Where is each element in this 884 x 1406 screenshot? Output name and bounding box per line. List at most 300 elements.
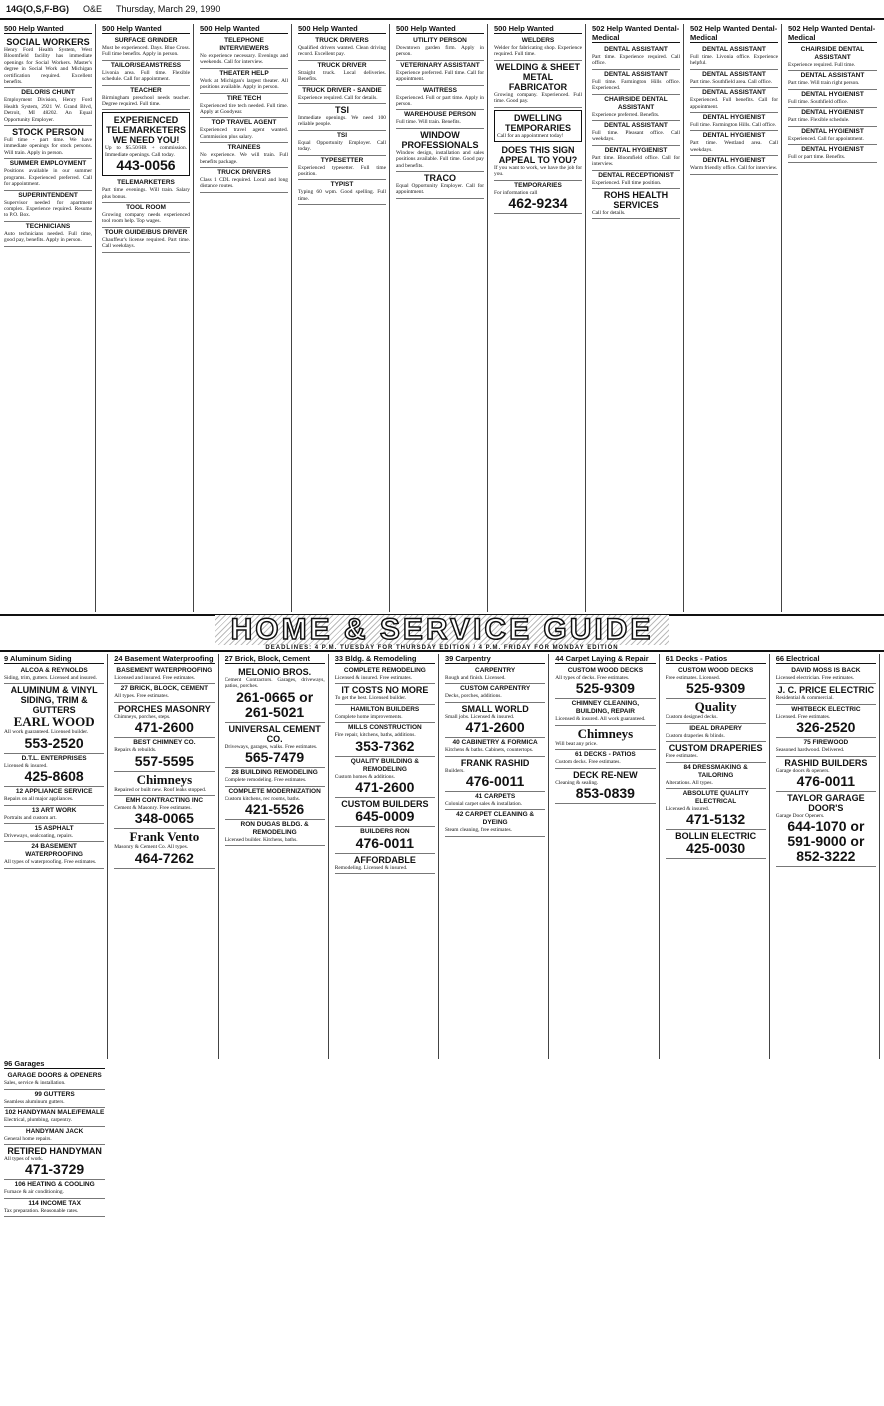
classified-ad <box>788 90 877 108</box>
ad-title: 114 INCOME TAX <box>28 1199 81 1207</box>
classified-ad <box>335 757 435 798</box>
ad-phone: 565-7479 <box>245 749 305 766</box>
ad-title: DECK RE-NEW <box>573 769 638 780</box>
ad-phone: 853-0839 <box>575 785 635 802</box>
ad-phone: 471-2600 <box>465 719 525 736</box>
ad-body: Experienced. Full time position. <box>592 179 662 186</box>
classified-ad <box>592 121 680 146</box>
classified-column <box>114 654 218 1059</box>
classified-ad <box>225 666 325 723</box>
column-heading: 500 Help Wanted <box>102 24 190 34</box>
classified-ad <box>335 684 435 704</box>
ad-body: Downtown garden firm. Apply in person. <box>396 45 484 58</box>
ad-title: DENTAL HYGIENIST <box>702 132 766 140</box>
ad-title: WELDERS <box>521 37 555 44</box>
ad-body: Birmingham preschool needs teacher. Degree required. Full time. <box>102 94 190 108</box>
ad-title: BEST CHIMNEY CO. <box>133 739 196 747</box>
ad-body: Experience required. Call for details. <box>298 94 378 101</box>
ad-body: Experienced travel agent wanted. Commission plus salary. <box>200 127 288 140</box>
classified-ad <box>445 792 545 810</box>
ad-title: AFFORDABLE <box>353 855 416 866</box>
ad-body: Custom designed decks. <box>665 714 718 721</box>
ad-title: DENTAL ASSISTANT <box>702 46 766 53</box>
classified-ad <box>298 61 386 86</box>
ad-title: DENTAL HYGIENIST <box>604 146 668 154</box>
ad-body: Residential & commercial. <box>775 695 834 702</box>
ad-body: General home repairs. <box>4 1135 52 1142</box>
classified-ad <box>690 131 778 156</box>
ad-title: 13 ART WORK <box>31 806 77 814</box>
classified-ad <box>114 829 214 868</box>
ad-body: Cement Contractors. Garages, driveways, patios, porches. <box>224 677 325 690</box>
classified-ad <box>666 789 766 830</box>
column-heading: 27 Brick, Block, Cement <box>225 654 325 664</box>
classified-ad <box>102 112 190 176</box>
ad-body: To get the best. Licensed builder. <box>334 695 407 702</box>
ad-title: TRUCK DRIVER <box>317 61 367 69</box>
ad-body: No experience. We will train. Full benefits package. <box>200 152 288 165</box>
ad-title: DENTAL HYGIENIST <box>801 109 864 117</box>
classified-ad <box>555 726 655 750</box>
ad-body: Custom kitchens, rec rooms, baths. <box>224 795 301 802</box>
classified-column <box>335 654 439 1059</box>
ad-body: Livonia area. Full time. Flexible schedule. Call for appointment. <box>102 69 190 83</box>
classified-ad <box>666 666 766 699</box>
ad-phone: 471-3729 <box>25 1161 85 1178</box>
ad-body: Custom decks. Free estimates. <box>555 759 621 766</box>
ad-phone: 525-9309 <box>686 680 746 697</box>
ad-phone: 553-2520 <box>24 734 84 751</box>
ad-body: Up to $5.50/HR + commission. Immediate openings. Call today. <box>105 145 187 158</box>
ad-title: HAMILTON BUILDERS <box>350 705 420 713</box>
classified-ad <box>690 156 778 174</box>
classified-ad <box>494 61 582 108</box>
classified-ad <box>494 144 582 181</box>
ad-title: CUSTOM CARPENTRY <box>460 685 531 693</box>
ad-body: Straight truck. Local deliveries. Benefits. <box>298 69 386 83</box>
ad-title: TECHNICIANS <box>25 222 71 230</box>
ad-body: Complete home improvements. <box>334 713 403 720</box>
classified-ad <box>776 684 876 704</box>
ad-body: All types. Free estimates. <box>114 693 169 700</box>
classified-ad <box>102 36 190 61</box>
ad-body: Full time. Farmington Hills. Call office. <box>690 122 777 129</box>
ad-title: ABSOLUTE QUALITY ELECTRICAL <box>682 790 749 806</box>
classified-ad <box>335 854 435 874</box>
classified-column <box>102 24 194 612</box>
ad-title: TELEPHONE INTERVIEWERS <box>219 37 269 52</box>
ad-phone: 644-1070 or 591-9000 or 852-3222 <box>787 818 865 865</box>
ad-body: Licensed electrician. Free estimates. <box>775 675 855 681</box>
ad-title: EXPERIENCED TELEMARKETERS WE NEED YOU! <box>105 115 186 146</box>
ad-body: Full or part time. Benefits. <box>788 154 846 161</box>
classified-column <box>298 24 390 612</box>
ad-body: Warm friendly office. Call for interview. <box>690 165 778 172</box>
classified-ad <box>690 45 778 70</box>
classified-ad <box>4 1199 105 1217</box>
ad-body: Fire repair, kitchens, baths, additions. <box>334 732 416 739</box>
classified-ad <box>4 666 104 684</box>
ad-body: Part time. Flexible schedule. <box>788 117 850 124</box>
ad-phone: 348-0065 <box>134 810 194 827</box>
column-heading: 39 Carpentry <box>445 654 545 664</box>
classified-ad <box>335 798 435 827</box>
ad-body: Garage doors & openers. <box>775 767 830 774</box>
ad-body: Kitchens & baths. Cabinets, countertops. <box>445 747 534 754</box>
ad-title: QUALITY BUILDING & REMODELING <box>350 757 419 773</box>
classified-ad <box>200 94 288 119</box>
classified-ad <box>335 723 435 756</box>
ad-title: CUSTOM BUILDERS <box>341 799 429 810</box>
classified-ad <box>114 666 214 684</box>
ad-title: DELORIS CHUNT <box>21 89 75 97</box>
ad-body: Window design, installation and sales positions available. Full time. Good pay and benefits. <box>396 149 484 169</box>
ad-title: BUILDERS RON <box>360 828 410 836</box>
classified-ad <box>114 738 214 771</box>
classified-ad <box>396 86 484 111</box>
ad-title: CUSTOM WOOD DECKS <box>677 667 754 674</box>
classified-ad <box>690 113 778 131</box>
ad-title: DENTAL HYGIENIST <box>801 90 864 98</box>
ad-title: DENTAL RECEPTIONIST <box>598 171 674 179</box>
ad-body: Equal Opportunity Employer. Call today. <box>298 139 386 153</box>
ad-title: GARAGE DOORS & OPENERS <box>7 1072 102 1080</box>
classified-ad <box>592 146 680 171</box>
ad-body: Sales, service & installation. <box>4 1080 66 1087</box>
ad-body: No experience necessary. Evenings and weekends. Call for interview. <box>200 53 288 66</box>
ad-body: Driveways, sealcoating, repairs. <box>4 833 74 840</box>
classified-ad <box>335 666 435 684</box>
ad-title: COMPLETE REMODELING <box>343 667 426 674</box>
ad-title: 75 FIREWOOD <box>803 739 849 747</box>
ad-title: WAREHOUSE PERSON <box>404 111 476 119</box>
ad-title: CUSTOM WOOD DECKS <box>567 667 644 674</box>
column-heading: 33 Bldg. & Remodeling <box>335 654 435 664</box>
ad-title: UTILITY PERSON <box>413 37 467 44</box>
classified-column <box>494 24 586 612</box>
ad-body: Experience required. Full time. <box>788 62 856 68</box>
ad-title: TOUR GUIDE/BUS DRIVER <box>104 228 188 236</box>
column-heading: 44 Carpet Laying & Repair <box>555 654 655 664</box>
ad-body: Experience preferred. Benefits. <box>592 111 660 118</box>
ad-body: Cleaning & sealing. <box>555 779 599 786</box>
ad-phone: 353-7362 <box>355 737 415 754</box>
classified-ad <box>592 171 680 189</box>
ad-body: All types of decks. Free estimates. <box>555 675 630 681</box>
ad-title: DENTAL HYGIENIST <box>702 157 766 165</box>
classified-ad <box>788 108 877 126</box>
ad-title: WHITBECK ELECTRIC <box>791 705 861 713</box>
ad-phone: 421-5526 <box>245 801 305 818</box>
classified-ad <box>592 45 680 70</box>
ad-title: 102 HANDYMAN MALE/FEMALE <box>4 1109 105 1117</box>
classified-column <box>200 24 292 612</box>
ad-phone: 471-2600 <box>134 719 194 736</box>
classified-ad <box>102 61 190 86</box>
classified-ad <box>445 666 545 684</box>
ad-title: FRANK RASHID <box>460 757 530 768</box>
classified-ad <box>494 181 582 214</box>
ad-title: DENTAL ASSISTANT <box>800 72 865 80</box>
ad-title: 40 CABINETRY & FORMICA <box>452 739 538 747</box>
ad-title: TIRE TECH <box>226 94 262 102</box>
classified-ad <box>114 772 214 796</box>
classified-column <box>225 654 329 1059</box>
classified-ad <box>102 228 190 253</box>
classified-column <box>4 24 96 612</box>
classified-ad <box>200 168 288 193</box>
classified-ad <box>4 684 104 753</box>
ad-title: CHAIRSIDE DENTAL ASSISTANT <box>800 46 865 61</box>
ad-body: Custom homes & additions. <box>334 773 395 780</box>
ad-title: D.T.L. ENTERPRISES <box>21 754 87 762</box>
classified-ad <box>592 189 680 219</box>
ad-title: SUMMER EMPLOYMENT <box>9 160 87 168</box>
ad-title: DENTAL ASSISTANT <box>702 89 766 97</box>
column-heading: 500 Help Wanted <box>298 24 386 34</box>
classified-ad <box>4 88 92 126</box>
ad-body: Rough and finish. Licensed. <box>445 675 506 681</box>
ad-body: Supervisor needed for apartment complex. Experience required. Resume to P.O. Box. <box>4 199 92 219</box>
ad-title: 84 DRESSMAKING & TAILORING <box>683 763 748 779</box>
ad-body: Builders. <box>445 767 465 774</box>
classified-ad <box>776 738 876 756</box>
ad-title: TOOL ROOM <box>126 204 166 212</box>
column-heading: 66 Electrical <box>776 654 876 664</box>
classified-ad <box>666 830 766 859</box>
ad-body: Part time. Bloomfield office. Call for interview. <box>592 154 680 168</box>
banner-deadline: DEADLINES: 4 P.M. TUESDAY FOR THURSDAY EDITION / 4 P.M. FRIDAY FOR MONDAY EDITION <box>265 645 619 651</box>
classified-ad <box>592 70 680 95</box>
classified-ad <box>592 95 680 121</box>
ad-title: 41 CARPETS <box>475 793 516 801</box>
classified-ad <box>396 129 484 172</box>
classified-ad <box>396 61 484 86</box>
ad-title: TELEMARKETERS <box>117 179 175 187</box>
banner-title: HOME & SERVICE GUIDE <box>215 615 670 645</box>
ad-body: Experienced typesetter. Full time position. <box>298 164 386 178</box>
ad-title: WINDOW PROFESSIONALS <box>401 129 479 150</box>
classified-ad <box>298 86 386 104</box>
ad-title: ALCOA & REYNOLDS <box>20 667 88 674</box>
classified-ad <box>4 36 92 88</box>
ad-body: For information call <box>494 189 538 196</box>
ad-body: Experienced. Full or part time. Apply in person. <box>396 94 484 108</box>
classified-ad <box>4 842 104 868</box>
ad-phone: 476-0011 <box>796 773 856 790</box>
ad-title: TAILOR/SEAMSTRESS <box>110 61 182 69</box>
ad-title: PORCHES MASONRY <box>118 703 211 714</box>
ad-phone: 645-0009 <box>355 808 415 825</box>
classified-ad <box>445 684 545 702</box>
classified-ad <box>335 705 435 723</box>
column-heading: 502 Help Wanted Dental-Medical <box>788 24 876 42</box>
ad-phone: 476-0011 <box>355 835 415 852</box>
ad-title: UNIVERSAL CEMENT CO. <box>228 723 321 744</box>
classified-ad <box>396 36 484 61</box>
column-heading: 500 Help Wanted <box>494 24 582 34</box>
ad-body: Repairs on all major appliances. <box>4 796 74 803</box>
ad-phone: 471-2600 <box>355 779 415 796</box>
ad-body: Complete remodeling. Free estimates. <box>224 777 307 784</box>
ad-title: Chimneys <box>577 725 634 741</box>
classified-ad <box>335 827 435 854</box>
ad-body: Remodeling. Licensed & insured. <box>334 865 408 872</box>
classified-ad <box>445 703 545 738</box>
ad-title: CARPENTRY <box>475 667 516 674</box>
classified-ad <box>4 222 92 247</box>
ad-phone: 462-9234 <box>508 195 568 212</box>
classified-ad <box>225 768 325 786</box>
ad-title: DENTAL ASSISTANT <box>604 122 668 130</box>
classified-ad <box>200 36 288 69</box>
ad-title: DAVID MOSS IS BACK <box>791 667 861 674</box>
ad-title: 61 DECKS - PATIOS <box>574 751 636 759</box>
ad-body: Furnace & air conditioning. <box>4 1189 64 1196</box>
ad-title: DENTAL HYGIENIST <box>801 146 864 154</box>
ad-body: Repaired or built new. Roof leaks stopped. <box>114 786 207 793</box>
ad-body: Welder for fabricating shop. Experience required. Full time. <box>494 45 582 58</box>
classified-ad <box>776 757 876 792</box>
ad-title: SURFACE GRINDER <box>114 37 178 44</box>
ad-body: Licensed & insured. <box>4 762 48 769</box>
ad-body: Small jobs. Licensed & insured. <box>445 713 515 720</box>
ad-title: TRACO <box>424 173 456 184</box>
ad-phone: 476-0011 <box>465 773 525 790</box>
ad-title: 12 APPLIANCE SERVICE <box>15 788 93 796</box>
ad-title: TAYLOR GARAGE DOOR'S <box>787 793 865 814</box>
classified-ad <box>298 104 386 131</box>
classified-ad <box>666 763 766 789</box>
service-guide-columns <box>0 654 884 1402</box>
classified-ad <box>788 45 877 71</box>
ad-body: Employment Division, Henry Ford Health System, 2921 W. Grand Blvd, Detroit, MI 48202. An Equal Opportunity Employer. <box>4 97 92 123</box>
classified-ad <box>690 88 778 113</box>
ad-body: Qualified drivers wanted. Clean driving record. Excellent pay. <box>298 45 386 58</box>
classified-column <box>788 24 880 612</box>
ad-body: Seamless aluminum gutters. <box>4 1098 65 1105</box>
classified-ad <box>690 70 778 88</box>
ad-body: Growing company needs experienced tool room help. Top wages. <box>102 212 190 225</box>
ad-body: Siding, trim, gutters. Licensed and insured. <box>4 675 97 681</box>
ad-body: Licensed builder. Kitchens, baths. <box>224 837 298 844</box>
ad-body: All types of work. <box>4 1155 44 1162</box>
ad-body: Masonry & Cement Co. All types. <box>114 844 189 851</box>
ad-title: TSI <box>334 105 349 116</box>
classified-ad <box>102 178 190 203</box>
ad-phone: 261-0665 or 261-5021 <box>236 688 314 720</box>
ad-body: All types of waterproofing. Free estimates. <box>4 859 97 866</box>
classified-ad <box>4 1145 105 1180</box>
ad-title: RASHID BUILDERS <box>784 757 868 768</box>
ad-title: CUSTOM DRAPERIES <box>668 743 763 754</box>
section-name: O&E <box>83 4 103 14</box>
ad-body: Decks, porches, additions. <box>445 693 502 700</box>
ad-title: EMH CONTRACTING INC <box>125 797 204 805</box>
ad-title: DWELLING TEMPORARIES <box>504 112 571 133</box>
ad-body: Experienced. Call for appointment. <box>788 135 864 142</box>
ad-title: IT COSTS NO MORE <box>341 685 429 696</box>
classified-ad <box>788 127 877 145</box>
ad-body: Licensed & insured. <box>665 806 710 813</box>
ad-body: Experience preferred. Full time. Call for appointment. <box>396 69 484 83</box>
classified-ad <box>114 684 214 702</box>
classified-ad <box>225 787 325 820</box>
ad-title: RETIRED HANDYMAN <box>7 1145 102 1156</box>
ad-title: TRAINEES <box>227 144 261 152</box>
classified-ad <box>776 792 876 867</box>
ad-body: Alterations. All types. <box>665 779 713 786</box>
classified-ad <box>776 705 876 738</box>
ad-title: 106 HEATING & COOLING <box>14 1181 95 1189</box>
ad-title: STOCK PERSON <box>12 127 84 138</box>
ad-phone: 425-8608 <box>24 768 84 785</box>
ad-body: Portraits and custom art. <box>4 814 57 821</box>
classified-ad <box>555 769 655 804</box>
ad-title: SOCIAL WORKERS <box>6 37 90 47</box>
ad-title: SUPERINTENDENT <box>18 191 78 199</box>
classified-ad <box>114 703 214 738</box>
page-folio: 14G(O,S,F-BG) <box>6 4 70 14</box>
ad-body: Part time. Southfield area. Call office. <box>690 78 772 85</box>
classified-column <box>396 24 488 612</box>
ad-body: Chauffeur's license required. Part time. Call weekdays. <box>102 236 190 250</box>
classified-ad <box>298 180 386 205</box>
ad-body: Garage Door Openers. <box>775 813 825 820</box>
ad-body: Equal Opportunity Employer. Call for appointment. <box>396 183 484 196</box>
ad-title: MELONIO BROS. <box>238 667 312 677</box>
ad-title: CHAIRSIDE DENTAL ASSISTANT <box>604 95 668 111</box>
ad-title: BASEMENT WATERPROOFING <box>116 667 213 674</box>
ad-title: VETERINARY ASSISTANT <box>400 61 480 69</box>
ad-phone: 443-0056 <box>116 157 176 174</box>
ad-title: TRUCK DRIVERS <box>217 169 271 177</box>
classified-ad <box>4 1090 105 1108</box>
ad-title: WELDING & SHEET METAL FABRICATOR <box>495 61 580 92</box>
classified-ad <box>666 742 766 762</box>
ad-title: TRUCK DRIVERS <box>315 37 369 44</box>
ad-body: Seasoned hardwood. Delivered. <box>775 747 845 754</box>
classified-ad <box>396 172 484 199</box>
classified-ad <box>298 156 386 181</box>
ad-title: DENTAL HYGIENIST <box>801 127 864 135</box>
ad-title: 24 BASEMENT WATERPROOFING <box>25 843 83 859</box>
masthead <box>0 0 884 20</box>
ad-title: TYPIST <box>330 181 354 189</box>
column-heading: 502 Help Wanted Dental-Medical <box>592 24 680 42</box>
ad-body: Full time. Will train. Benefits. <box>396 119 461 126</box>
classified-ad <box>4 1108 105 1126</box>
classified-ad <box>298 36 386 61</box>
column-heading: 96 Garages <box>4 1059 105 1069</box>
ad-body: Cement & Masonry. Free estimates. <box>114 805 192 812</box>
ad-body: Experienced tire tech needed. Full time. Apply at Goodyear. <box>200 102 288 116</box>
ad-body: Henry Ford Health System, West Bloomfield facility has immediate openings for Social Workers. Master's degree in Social Work and Michigan certification required. Excellent benefits. <box>4 47 92 86</box>
ad-body: Repairs & rebuilds. <box>114 747 157 754</box>
ad-body: Chimneys, porches, steps. <box>114 713 171 720</box>
ad-title: MILLS CONSTRUCTION <box>348 724 422 732</box>
column-heading: 502 Help Wanted Dental-Medical <box>690 24 778 42</box>
ad-title: Quality <box>694 699 737 715</box>
ad-title: 27 BRICK, BLOCK, CEMENT <box>120 685 209 693</box>
classified-ad <box>555 699 655 725</box>
ad-title: Frank Vento <box>129 829 200 845</box>
ad-phone: 326-2520 <box>796 719 856 736</box>
classified-ad <box>666 699 766 723</box>
ad-body: Full time. Pleasant office. Call weekdays. <box>592 130 680 143</box>
classified-column <box>445 654 549 1059</box>
classified-column <box>690 24 782 612</box>
